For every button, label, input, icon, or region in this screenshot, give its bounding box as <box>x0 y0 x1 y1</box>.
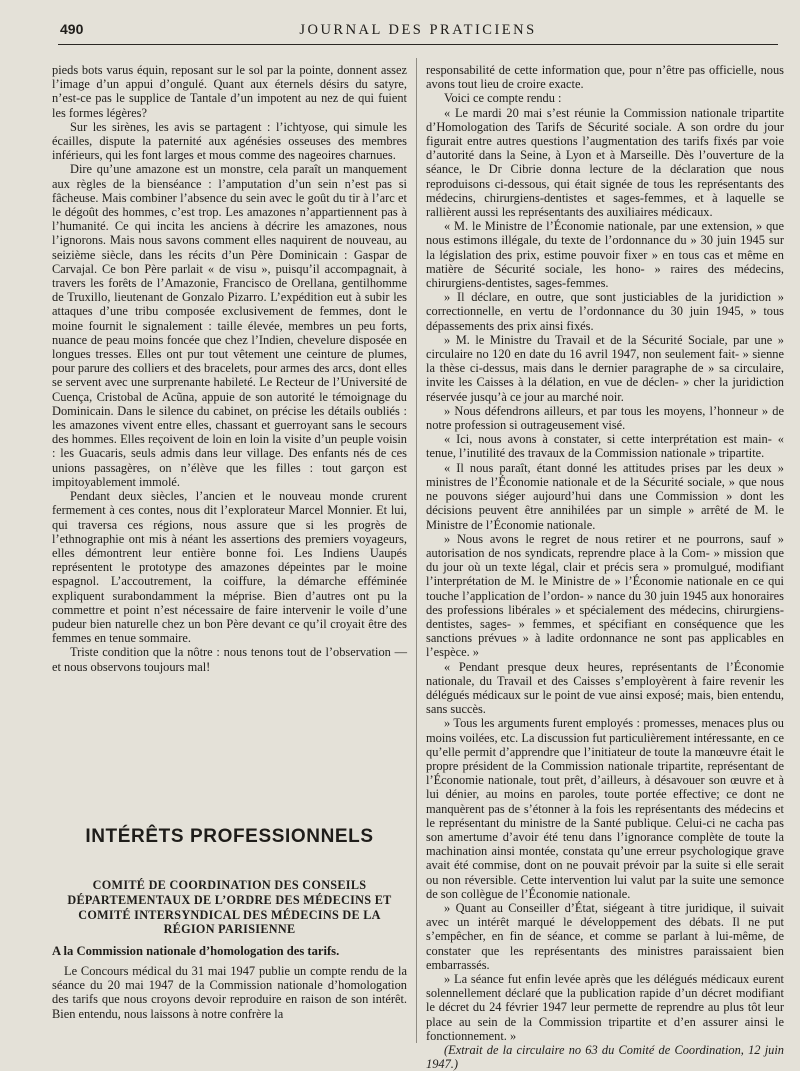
left-column <box>52 63 407 674</box>
right-paragraph-10: » Nous avons le regret de nous retirer et ne pourrons, sauf » autorisation de nos syndicats, reprendre place à la Com- » mission que du jour où un texte légal, clair et précis sera » promulgué, modifiant l’interprétation de M. le Ministre de » l’Économie nationale en ce qui touche l’application de l’ordon- » nance du 30 juin 1945 aux honoraires des professions libérales » et spécialement des médecins, chirurgiens-dentistes, sages- » femmes, et spécifiant en conséquence que les sanctions prévues » à ladite ordonnance ne sont pas applicables en l’espèce. » <box>426 531 784 660</box>
left-paragraph-4: Pendant deux siècles, l’ancien et le nouveau monde crurent fermement à ces contes, nous dit l’explorateur Marcel Monnier. Et lui, qui traversa ces régions, nous assure que si les progrès de l’ethnographie ont mis à néant les assertions des premiers voyageurs, elles démontrent leur entière bonne foi. Les Indiens Uaupés représentent le prototype des amazones dépeintes par le moine espagnol. L’accoutrement, la coiffure, la démarche efféminée expliquent surabondamment la méprise. Bien d’autres ont pu la commettre et point n’est nécessaire de faire intervenir le voile d’une pudeur bien naturelle chez un bon Père devant ce qu’il croyait être des femmes en tenue sommaire. <box>52 489 407 646</box>
running-title: JOURNAL DES PRATICIENS <box>299 22 537 38</box>
intro-paragraph: Le Concours médical du 31 mai 1947 publie un compte rendu de la séance du 20 mai 1947 de la Commission nationale d’homologation des tarifs que nous croyons devoir reproduire en raison de son intérêt. Bien entendu, nous laissons à notre confrère la <box>52 964 407 1021</box>
right-paragraph-5: » Il déclare, en outre, que sont justiciables de la juridiction » correctionnelle, en vertu de l’ordonnance du 30 juin 1945, » tous dépassements des prix ainsi fixés. <box>426 290 784 333</box>
right-paragraph-9: « Il nous paraît, étant donné les attitudes prises par les deux » ministres de l’Économie nationale et de la Sécurité sociale, » que nous ne pouvons siéger aujourd’hui dans une Commission » dont les décisions peuvent être annihilées par un simple » arrêté de M. le Ministre de l’Économie nationale. <box>426 460 784 532</box>
citation: (Extrait de la circulaire no 63 du Comité de Coordination, 12 juin 1947.) <box>426 1043 784 1071</box>
left-paragraph-2: Sur les sirènes, les avis se partagent : l’ichtyose, qui simule les écailles, dispute la paternité aux agénésies osseuses des membres inférieurs, qui les font larges et mous comme des nageoires charnues. <box>52 119 407 163</box>
right-paragraph-2: Voici ce compte rendu : <box>444 91 562 106</box>
page-header <box>58 22 778 45</box>
committee-heading: COMITÉ DE COORDINATION DES CONSEILS DÉPARTEMENTAUX DE L’ORDRE DES MÉDECINS ET COMITÉ INTERSYNDICAL DES MÉDECINS DE LA RÉGION PARISIENNE <box>67 878 392 937</box>
article-intro <box>52 964 407 1021</box>
article-subheading: A la Commission nationale d’homologation des tarifs. <box>52 944 340 958</box>
right-paragraph-4: « M. le Ministre de l’Économie nationale, par une extension, » que nous estimons illégale, du texte de l’ordonnance du » 30 juin 1945 sur la législation des prix, estime pouvoir fixer » en tous cas et même en matière de Sécurité sociale, les hono- » raires des médecins, chirurgiens-dentistes, sages-femmes. <box>426 219 784 291</box>
section-title: INTÉRÊTS PROFESSIONNELS <box>85 826 374 847</box>
right-column <box>426 63 784 1071</box>
right-paragraph-14: » La séance fut enfin levée après que les délégués médicaux eurent solennellement déclaré que la publication rapide d’un décret modifiant le décret du 24 février 1947 leur permette de reprendre au plus tôt leur place au sein de la Commission tripartite et d’en assurer ainsi le fonctionnement. » <box>426 972 784 1043</box>
right-paragraph-12: » Tous les arguments furent employés : promesses, menaces plus ou moins voilées, etc. La discussion fut particulièrement intéressante, en ce qu’elle permit d’apprendre que l’initiateur de toute la manœuvre était le propre président de la Commission nationale tripartite, représentant de l’Économie nationale, tout prêt, d’ailleurs, à désavouer son œuvre et à lui dénier, au moins en paroles, toute portée effective; ce dont ne manquèrent pas de s’étonner à la fois les représentants des médecins et le représentant du ministre de la Santé publique. Celui-ci ne cacha pas son amertume d’avoir été tenu dans l’ignorance complète de toute la machination ainsi montée, constata qu’une erreur psychologique grave avait été commise, dont on ne pouvait prévoir par la suite si elle serait ou non réversible. Cette intervention lui valut par la suite une semonce de son collègue de l’Économie nationale. <box>426 716 784 901</box>
right-paragraph-6: » M. le Ministre du Travail et de la Sécurité Sociale, par une » circulaire no 120 en date du 16 avril 1947, non seulement fait- » sienne la thèse ci-dessus, mais dans le dernier paragraphe de » sa circulaire, invite les Caisses à la délation, en vue de déclen- » cher la juridiction réservée jusqu’à ce jour au marché noir. <box>426 332 784 404</box>
left-paragraph-3: Dire qu’une amazone est un monstre, cela paraît un manquement aux règles de la bienséance : l’amputation d’un sein n’est pas si fâcheuse. Mais combiner l’absence du sein avec le goût du tir à l’arc et le dégoût des hommes, c’est trop. Les amazones n’appartiennent pas à l’humanité. Ce qui incita les anciens à décrire les amazones, nous l’ignorons. Mais nous savons comment elles naquirent de nouveau, au seizième siècle, dans les récits d’un Père Dominicain : Gaspar de Carvajal. Ce bon Père parlait « de visu », puisqu’il accompagnait, à travers les forêts de l’Amazonie, Francisco de Orellana, gentilhomme de Truxillo, lieutenant de Gonzalo Pizarro. L’expédition eut à subir les attaques d’une tribu composée exclusivement de femmes, dont le moine fournit le signalement : taille élevée, membres un peu forts, nuance de peau moins foncée que chez l’Indien, chevelure disposée en longues tresses. Elles ont pur tout vêtement une ceinture de plumes, pour parure des colliers et des bracelets, pour armes des arcs, dont elles se servent avec une surprenante habileté. Le Recteur de l’Université de Cuença, Cristobal de Acũna, appuie de son autorité le témoignage du Dominicain. Dans le silence du cabinet, on précise les détails oubliés : les amazones vivent entre elles, chassant et guerroyant sans le secours des hommes. Elles reçoivent de loin en loin la visite d’un peuple voisin : les Guacaris, seuls admis dans leur village. Des enfants nés de ces unions passagères, on n’élève que les filles : tout garçon est impitoyablement immolé. <box>52 162 407 489</box>
right-paragraph-13: » Quant au Conseiller d’État, siégeant à titre juridique, il suivait avec un intérêt marqué le développement des débats. Il ne put s’empêcher, en fin de séance, et comme se parlant à lui-même, de constater que les représentants des ministres paraissaient bien embarrassés. <box>426 900 784 972</box>
column-divider <box>416 58 417 1043</box>
right-paragraph-3: « Le mardi 20 mai s’est réunie la Commission nationale tripartite d’Homologation des Tarifs de Sécurité sociale. A son ordre du jour figurait entre autres questions l’augmentation des tarifs fixés par voie d’autorité dans la Seine, à Lyon et à Marseille. Dès l’ouverture de la séance, le Dr Cibrie donna lecture de la déclaration que nous reproduisons ci-dessous, qui était signée de tous les représentants des médecins, chirurgiens-dentistes et sages-femmes, et à laquelle se rallièrent aussi les représentants des auxiliaires médicaux. <box>426 105 784 220</box>
right-paragraph-7: » Nous défendrons ailleurs, et par tous les moyens, l’honneur » de notre profession si outrageusement visé. <box>426 403 784 433</box>
right-paragraph-11: « Pendant presque deux heures, représentants de l’Économie nationale, du Travail et des Caisses s’employèrent à faire revenir les délégués médicaux sur le point de vue ainsi exposé; mais, bien entendu, sans succès. <box>426 659 784 717</box>
page-number: 490 <box>60 21 84 37</box>
left-paragraph-1: pieds bots varus équin, reposant sur le sol par la pointe, donnent assez l’image d’un appui d’ongulé. Quant aux éternels désirs du satyre, n’est-ce pas le supplice de Tantale d’un impotent au nez de qui fuient les formes légères? <box>52 63 407 120</box>
right-paragraph-8: « Ici, nous avons à constater, si cette interprétation est main- « tenue, l’inutilité des travaux de la Commission nationale » tripartite. <box>426 432 784 461</box>
right-paragraph-1: responsabilité de cette information que, pour n’être pas officielle, nous avons tout lieu de croire exacte. <box>426 63 784 92</box>
left-paragraph-5: Triste condition que la nôtre : nous tenons tout de l’observation — et nous observons toujours mal! <box>52 645 407 674</box>
